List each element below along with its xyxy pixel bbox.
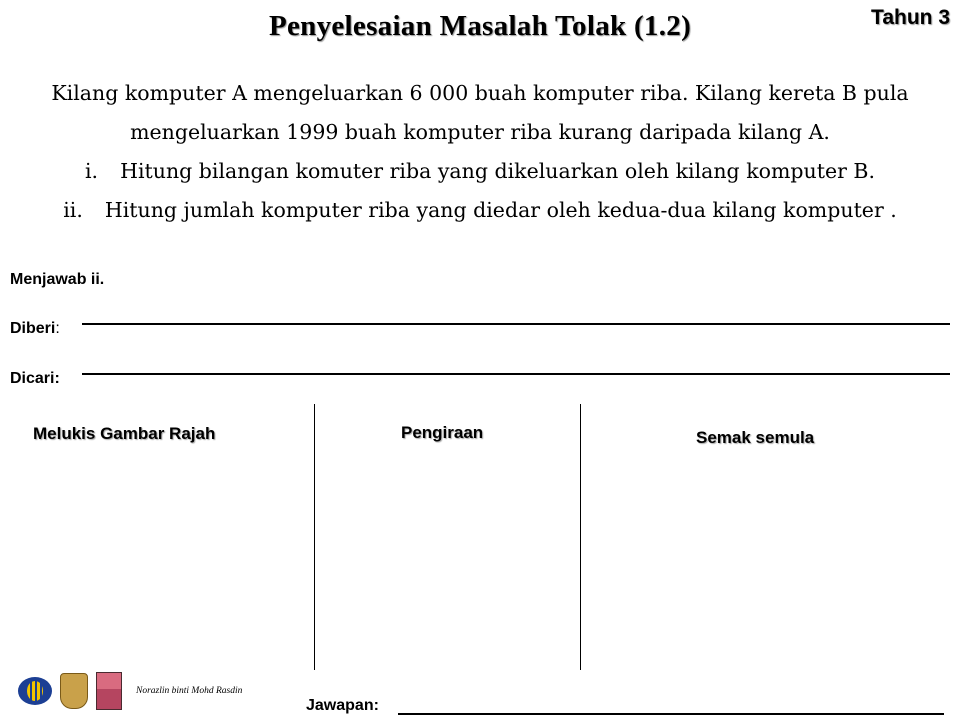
question-1-text: Hitung bilangan komuter riba yang dikeluarkan oleh kilang komputer B.: [120, 159, 875, 183]
column-divider-2: [580, 404, 581, 670]
question-1-number: i.: [85, 159, 99, 183]
question-2: [30, 191, 930, 230]
question-2-text: Hitung jumlah komputer riba yang diedar oleh kedua-dua kilang komputer .: [104, 198, 897, 222]
problem-line-1: Kilang komputer A mengeluarkan 6 000 buah komputer riba. Kilang kereta B pula: [51, 81, 909, 105]
author-signature: Norazlin binti Mohd Rasdin: [136, 686, 243, 696]
question-1: [30, 152, 930, 191]
question-2-number: ii.: [63, 198, 83, 222]
column-divider-1: [314, 404, 315, 670]
diberi-answer-line[interactable]: [82, 323, 950, 325]
page-title: Penyelesaian Masalah Tolak (1.2): [268, 10, 692, 42]
column-heading-check: Semak semula: [696, 428, 815, 447]
diberi-colon: :: [55, 320, 60, 337]
year-label: Tahun 3: [871, 6, 950, 29]
problem-statement: [30, 74, 930, 230]
school-crest-icon: [60, 673, 88, 709]
dicari-answer-line[interactable]: [82, 373, 950, 375]
diberi-label: [10, 320, 60, 338]
menjawab-label: Menjawab ii.: [10, 271, 105, 288]
footer-logos: [18, 671, 242, 711]
column-heading-calculation: Pengiraan: [401, 423, 484, 442]
column-heading-drawing: Melukis Gambar Rajah: [33, 424, 216, 443]
author-photo: [96, 672, 122, 710]
diberi-text: Diberi: [10, 320, 56, 337]
ministry-logo-icon: [18, 677, 52, 705]
jawapan-answer-line[interactable]: [398, 713, 944, 715]
jawapan-label: Jawapan:: [306, 697, 379, 714]
problem-line-2: mengeluarkan 1999 buah komputer riba kurang daripada kilang A.: [130, 120, 830, 144]
dicari-label: Dicari:: [10, 370, 60, 387]
